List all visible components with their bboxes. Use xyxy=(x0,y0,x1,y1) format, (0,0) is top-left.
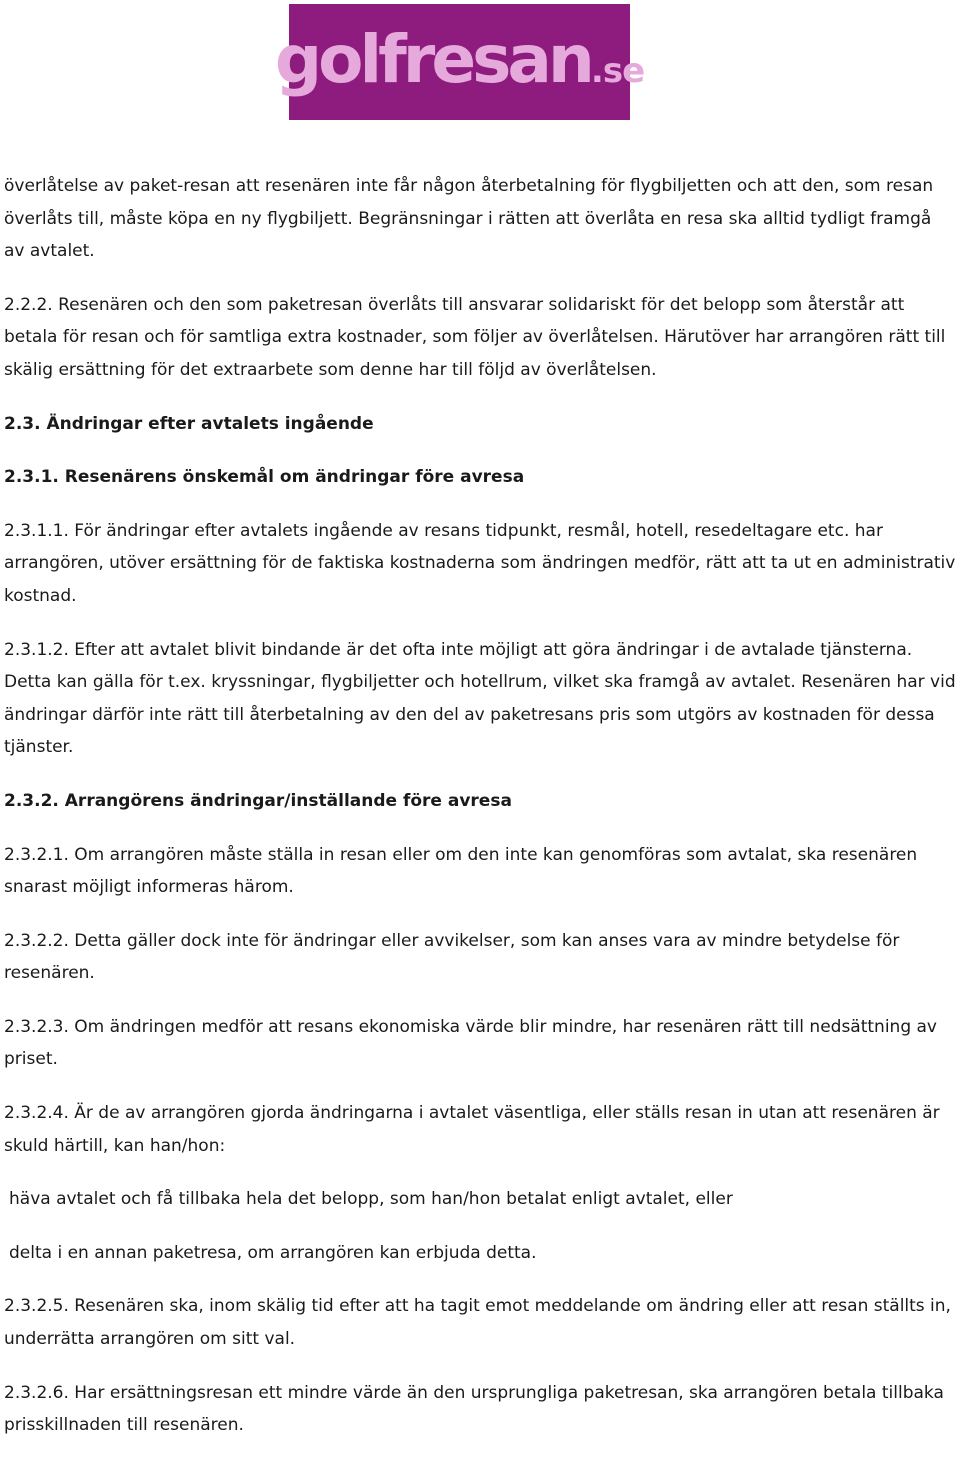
paragraph-2-3-1-1: 2.3.1.1. För ändringar efter avtalets ingående av resans tidpunkt, resmål, hotell, resedeltagare etc. har arrangören, utöver ersättning för de faktiska kostnaderna som ändringen medför, rätt att ta ut en administrativ kostnad. xyxy=(4,520,956,606)
golfresan-logo xyxy=(274,4,645,120)
paragraph-2-3-2-1: 2.3.2.1. Om arrangören måste ställa in resan eller om den inte kan genomföras som avtalat, ska resenären snarast möjligt informeras härom. xyxy=(4,844,918,898)
paragraph-2-3-2-6: 2.3.2.6. Har ersättningsresan ett mindre värde än den ursprungliga paketresan, ska arrangören betala tillbaka prisskillnaden till resenären. xyxy=(4,1382,944,1436)
paragraph-2-3-2-3: 2.3.2.3. Om ändringen medför att resans ekonomiska värde blir mindre, har resenären rätt till nedsättning av priset. xyxy=(4,1016,937,1070)
paragraph-2-3-2-2: 2.3.2.2. Detta gäller dock inte för ändringar eller avvikelser, som kan anses vara av mindre betydelse för resenären. xyxy=(4,930,900,984)
paragraph-2-3-1-2: 2.3.1.2. Efter att avtalet blivit bindande är det ofta inte möjligt att göra ändringar i de avtalade tjänsterna. Detta kan gälla för t.ex. kryssningar, flygbiljetter och hotellrum, vilket ska framgå av avtalet. Resenären har vid ändringar därför inte rätt till återbetalning av den del av paketresans pris som utgörs av kostnaden för dessa tjänster. xyxy=(4,639,956,758)
paragraph-overlatelse: överlåtelse av paket-resan att resenären inte får någon återbetalning för flygbiljetten och att den, som resan överlåts till, måste köpa en ny flygbiljett. Begränsningar i rätten att överlåta en resa ska alltid tydligt framgå av avtalet. xyxy=(4,176,934,262)
paragraph-2-3-2-5: 2.3.2.5. Resenären ska, inom skälig tid efter att ha tagit emot meddelande om ändring eller att resan ställts in, underrätta arrangören om sitt val. xyxy=(4,1296,951,1350)
list-item-delta-annan-paketresa: delta i en annan paketresa, om arrangören kan erbjuda detta. xyxy=(9,1242,537,1263)
logo-main-text: golfresan xyxy=(274,21,591,98)
heading-2-3: 2.3. Ändringar efter avtalets ingående xyxy=(4,413,374,434)
paragraph-2-2-2: 2.2.2. Resenären och den som paketresan överlåts till ansvarar solidariskt för det belopp som återstår att betala för resan och för samtliga extra kostnader, som följer av överlåtelsen. Härutöver har arrangören rätt till skälig ersättning för det extraarbete som denne har till följd av överlåtelsen. xyxy=(4,294,946,380)
list-item-hava-avtalet: häva avtalet och få tillbaka hela det belopp, som han/hon betalat enligt avtalet, eller xyxy=(9,1189,733,1210)
logo-tld-text: .se xyxy=(590,51,645,91)
heading-2-3-1: 2.3.1. Resenärens önskemål om ändringar före avresa xyxy=(4,467,525,488)
heading-2-3-2: 2.3.2. Arrangörens ändringar/inställande före avresa xyxy=(4,790,512,811)
logo-wordmark xyxy=(274,21,645,98)
paragraph-2-3-2-4: 2.3.2.4. Är de av arrangören gjorda ändringarna i avtalet väsentliga, eller ställs resan in utan att resenären är skuld härtill, kan han/hon: xyxy=(4,1103,940,1156)
document-body xyxy=(4,170,956,1463)
